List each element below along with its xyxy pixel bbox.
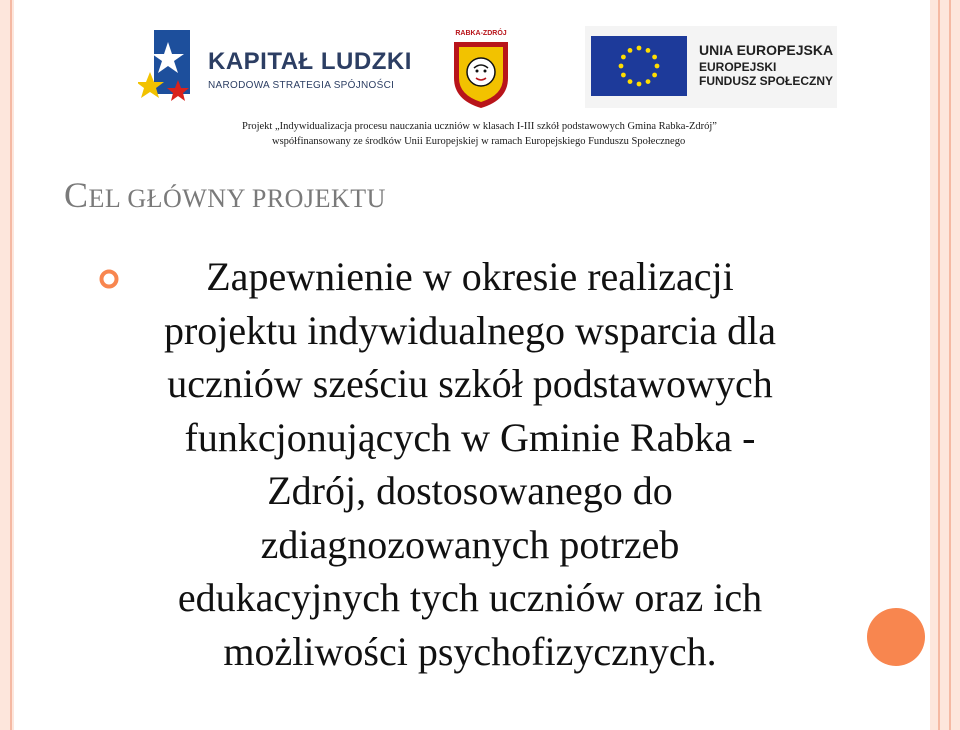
right-decor-stripe — [930, 0, 960, 730]
body-line: zdiagnozowanych potrzeb — [260, 521, 680, 567]
kapital-ludzki-logo — [138, 28, 412, 110]
eu-efs-logo — [585, 26, 837, 108]
main-goal-text — [60, 250, 880, 678]
project-description-line2: współfinansowany ze środków Unii Europejskiej w ramach Europejskiego Funduszu Społecznego — [272, 136, 686, 147]
body-line: edukacyjnych tych uczniów oraz ich — [177, 575, 763, 620]
slide-title — [64, 174, 386, 216]
slide-title-first-letter: C — [64, 175, 89, 215]
body-line: możliwości psychofizycznych. — [223, 628, 717, 674]
coat-of-arms-icon — [450, 38, 512, 110]
project-description-line1: Projekt „Indywidualizacja procesu nauczania uczniów w klasach I-III szkół podstawowych Gmina Rabka-Zdrój” — [242, 121, 717, 132]
left-decor-line — [10, 0, 12, 730]
right-decor-line — [949, 0, 951, 730]
rabka-logo-text: RABKA-ZDRÓJ — [455, 30, 507, 37]
kapital-ludzki-title: KAPITAŁ LUDZKI — [208, 48, 412, 75]
eu-flag-icon — [591, 36, 687, 96]
rabka-zdroj-coat-of-arms — [450, 30, 512, 110]
eu-logo-line1: UNIA EUROPEJSKA — [699, 42, 834, 58]
eu-logo-line2: EUROPEJSKI — [699, 60, 777, 74]
body-line: projektu indywidualnego wsparcia dla — [163, 307, 777, 353]
kapital-ludzki-subtitle: NARODOWA STRATEGIA SPÓJNOŚCI — [208, 80, 395, 91]
eu-logo-line3: FUNDUSZ SPOŁECZNY — [699, 74, 834, 88]
body-line: Zapewnienie w okresie realizacji — [206, 254, 734, 299]
body-line: Zdrój, dostosowanego do — [267, 468, 673, 513]
right-decor-line — [938, 0, 940, 730]
body-line: uczniów sześciu szkół podstawowych — [167, 361, 773, 406]
orange-decor-circle — [867, 608, 925, 666]
slide-title-rest: EL GŁÓWNY PROJEKTU — [88, 184, 386, 213]
kapital-ludzki-star-icon — [138, 28, 198, 110]
body-line: funkcjonujących w Gminie Rabka - — [184, 414, 756, 460]
